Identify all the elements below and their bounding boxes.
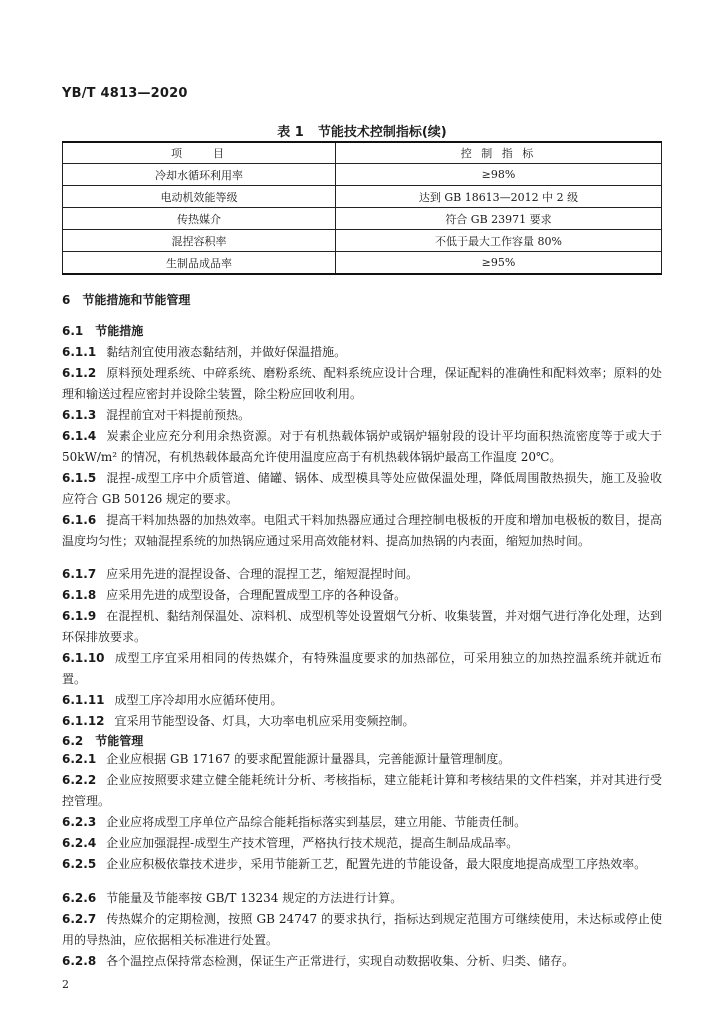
clause-number: 6.2.2 xyxy=(62,773,97,787)
clause-6-1-11 xyxy=(62,690,662,711)
table-cell: 符合 GB 23971 要求 xyxy=(336,208,662,230)
clause-number: 6.1.2 xyxy=(62,366,97,380)
clause-text: 应采用先进的混捏设备、合理的混捏工艺，缩短混捏时间。 xyxy=(106,567,419,581)
indicator-table xyxy=(62,141,662,275)
clause-number: 6.1.7 xyxy=(62,567,97,581)
clause-6-1-9 xyxy=(62,606,662,648)
clause-text: 各个温控点保持常态检测，保证生产正常进行，实现自动数据收集、分析、归类、储存。 xyxy=(106,954,575,968)
clause-number: 6.2.4 xyxy=(62,836,97,850)
clause-text: 炭素企业应充分利用余热资源。对于有机热载体锅炉或锅炉辐射段的设计平均面积热流密度等于或大于 50kW/m² 的情况，有机热载体最高允许使用温度应高于有机热载体锅炉最高工作温度 20℃。 xyxy=(62,429,662,464)
clause-text: 企业应根据 GB 17167 的要求配置能源计量器具，完善能源计量管理制度。 xyxy=(106,752,511,766)
clause-6-1-2 xyxy=(62,363,662,405)
clause-number: 6.2.6 xyxy=(62,891,97,905)
clause-6-2-1 xyxy=(62,749,662,770)
clause-6-2-4 xyxy=(62,833,662,854)
table-row xyxy=(63,230,662,252)
clause-number: 6.1.4 xyxy=(62,429,97,443)
clause-text: 企业应将成型工序单位产品综合能耗指标落实到基层，建立用能、节能责任制。 xyxy=(106,815,527,829)
table-number: 表 1 xyxy=(277,125,304,140)
clause-number: 6.1.3 xyxy=(62,408,97,422)
clause-6-2-3 xyxy=(62,812,662,833)
clause-number: 6.1.9 xyxy=(62,609,97,623)
clause-6-1-5 xyxy=(62,468,662,510)
clause-6-1-4 xyxy=(62,426,662,468)
clause-6-2-2 xyxy=(62,770,662,812)
clause-text: 混捏-成型工序中介质管道、储罐、锅体、成型模具等处应做保温处理，降低周围散热损失，施工及验收应符合 GB 50126 规定的要求。 xyxy=(62,471,662,506)
table-cell: ≥95% xyxy=(336,252,662,275)
clause-number: 6.2.7 xyxy=(62,912,97,926)
clause-text: 应采用先进的成型设备，合理配置成型工序的各种设备。 xyxy=(106,588,407,602)
table-header-indicator: 控 制 指 标 xyxy=(336,142,662,164)
table-row xyxy=(63,164,662,186)
clause-number: 6.1.8 xyxy=(62,588,97,602)
clause-6-2-7 xyxy=(62,909,662,951)
clause-number: 6.1.12 xyxy=(62,714,105,728)
table-cell: 不低于最大工作容量 80% xyxy=(336,230,662,252)
table-cell: 冷却水循环利用率 xyxy=(63,164,336,186)
clause-number: 6.1.5 xyxy=(62,471,97,485)
clause-text: 节能量及节能率按 GB/T 13234 规定的方法进行计算。 xyxy=(106,891,403,905)
table-title: 节能技术控制指标(续) xyxy=(317,125,447,140)
clause-text: 企业应按照要求建立健全能耗统计分析、考核指标，建立能耗计算和考核结果的文件档案，并对其进行受控管理。 xyxy=(62,773,662,808)
clause-number: 6.1.11 xyxy=(62,693,105,707)
section-heading-6: 6 节能措施和节能管理 xyxy=(62,293,191,307)
clause-6-1-8 xyxy=(62,585,662,606)
table-cell: 电动机效能等级 xyxy=(63,186,336,208)
table-row xyxy=(63,252,662,275)
clause-text: 原料预处理系统、中碎系统、磨粉系统、配料系统应设计合理，保证配料的准确性和配料效率；原料的处理和输送过程应密封并设除尘装置，除尘粉应回收利用。 xyxy=(62,366,662,401)
clause-number: 6.1.1 xyxy=(62,345,97,359)
table-cell: 达到 GB 18613—2012 中 2 级 xyxy=(336,186,662,208)
table-header-item: 项 目 xyxy=(63,142,336,164)
table-row xyxy=(63,208,662,230)
clause-6-1-3 xyxy=(62,405,662,426)
clause-6-1-12 xyxy=(62,711,662,732)
clause-text: 黏结剂宜使用液态黏结剂，并做好保温措施。 xyxy=(106,345,347,359)
clause-text: 宜采用节能型设备、灯具，大功率电机应采用变频控制。 xyxy=(114,714,415,728)
clause-text: 成型工序冷却用水应循环使用。 xyxy=(114,693,283,707)
clause-text: 企业应积极依靠技术进步，采用节能新工艺，配置先进的节能设备，最大限度地提高成型工序热效率。 xyxy=(106,857,647,871)
table-row xyxy=(63,186,662,208)
table-header-row xyxy=(63,142,662,164)
clause-number: 6.2.8 xyxy=(62,954,97,968)
clause-text: 在混捏机、黏结剂保温处、凉料机、成型机等处设置烟气分析、收集装置，并对烟气进行净化处理，达到环保排放要求。 xyxy=(62,609,662,644)
subsection-heading-6-1: 6.1 节能措施 xyxy=(62,324,144,338)
standard-number: YB/T 4813—2020 xyxy=(62,86,188,101)
clause-6-1-1 xyxy=(62,342,662,363)
clause-text: 提高干料加热器的加热效率。电阻式干料加热器应通过合理控制电极板的开度和增加电极板的数目，提高温度均匀性；双轴混捏系统的加热锅应通过采用高效能材料、提高加热锅的内表面，缩短加热时间。 xyxy=(62,513,662,548)
clause-text: 企业应加强混捏-成型生产技术管理，严格执行技术规范，提高生制品成品率。 xyxy=(106,836,519,850)
clause-number: 6.1.6 xyxy=(62,513,97,527)
clause-6-2-8 xyxy=(62,951,662,972)
table-caption xyxy=(0,121,724,140)
clause-6-2-6 xyxy=(62,888,662,909)
table-cell: 混捏容积率 xyxy=(63,230,336,252)
clause-number: 6.2.5 xyxy=(62,857,97,871)
clause-number: 6.1.10 xyxy=(62,651,105,665)
clause-text: 成型工序宜采用相同的传热媒介，有特殊温度要求的加热部位，可采用独立的加热控温系统并就近布置。 xyxy=(62,651,662,686)
clause-number: 6.2.1 xyxy=(62,752,97,766)
table-cell: 传热媒介 xyxy=(63,208,336,230)
clause-6-1-7 xyxy=(62,564,662,585)
table-cell: 生制品成品率 xyxy=(63,252,336,275)
clause-6-2-5 xyxy=(62,854,662,875)
page-number: 2 xyxy=(62,978,69,991)
table-cell: ≥98% xyxy=(336,164,662,186)
clause-text: 传热媒介的定期检测，按照 GB 24747 的要求执行，指标达到规定范围方可继续使用，未达标或停止使用的导热油，应依据相关标准进行处置。 xyxy=(62,912,662,947)
clause-number: 6.2.3 xyxy=(62,815,97,829)
clause-6-1-6 xyxy=(62,510,662,552)
subsection-heading-6-2: 6.2 节能管理 xyxy=(62,734,144,748)
clause-text: 混捏前宜对干料提前预热。 xyxy=(106,408,251,422)
clause-6-1-10 xyxy=(62,648,662,690)
